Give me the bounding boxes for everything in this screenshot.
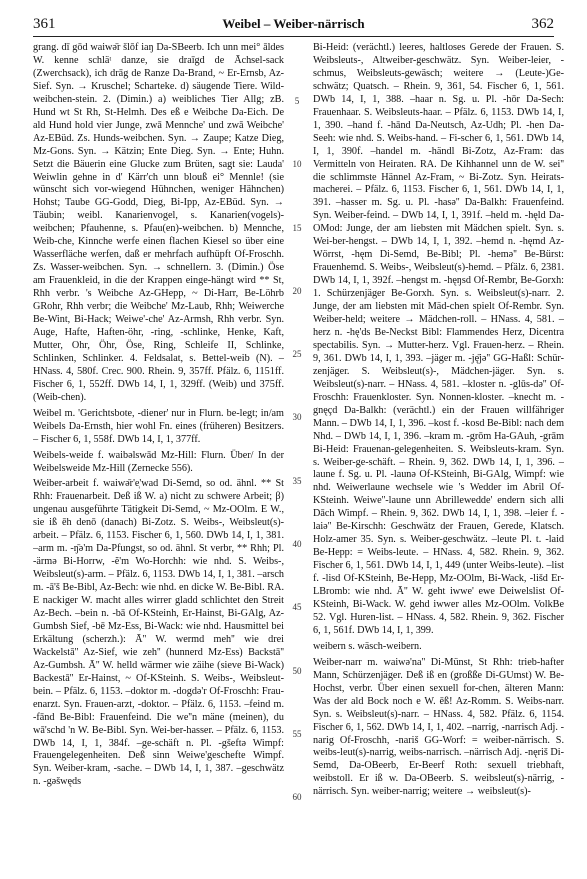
running-header-title: Weibel – Weiber-närrisch bbox=[222, 16, 365, 31]
entry-weiber-geschwaetz-continuation: Bi-Heid: (verächtl.) leeres, haltloses Gerede der Frauen. S. Weibsleuts-, Altweiber-geschwätz. Syn. Weiber-leier, -schmus, Weibsleuts-gewäsch; weitere → (Leute-)Ge-schwätz; Quatsch. – Rhein. 9, 361, 54. Fischer 6, 1, 561. DWb 14, I, 1, 388. –haar n. Sg. u. Pl. -hōr Da-Sech: Frauenhaar. S. Weibsleuts-haar. – Pfälz. 6, 1153. DWb 14, I, 1, 390. –hand f. -hānd Da-Neutsch, Az-Udh; Pl. -hen Da-Seeh: wie nhd. S. Weibs-hand. – Fi-scher 6, 1, 561. DWb 14, I, 1, 390f. –handel m. -händl Bi-Zotz, Az-Fram: das Vermitteln von Heiraten. RA. De Kihhannel unn de W. sei'' die schlimmste Hännel Az-Fram, ~ Bi-Zotz. Syn. Heirats-macherei. – Pfälz. 6, 1153. Fischer 6, 1, 561. DWb 14, I, 1, 391. –hasser m. Sg. u. Pl. -hasə'' Da-Balkh: Frauenfeind. Syn. Weiber-feind. – DWb 14, I, 1, 391f. –held m. -hęld Da-OMod: Junge, der am liebsten mit Mädchen spielt. Syn. s. Wei-ber-hengst. – DWb 14, I, 1, 392. –hemd n. -hęmd Az-Wörrst, -hęm Di-Semd, Be-Bibl; Pl. -hemə'' Be-Bürst: Frauenhemd. S. Weibs-, Weibsleut(s)-hemd. – Pfälz. 6, 2381. DWb 14, I, 1, 392f. –hengst m. -hęŋsd Of-Rembr, Be-Gorxh: 1. Schürzenjäger Be-Gorxh. Syn. s. Weibsleut(s)-narr. 2. Junge, der am liebsten mit Mäd-chen spielt Of-Rembr. Syn. Weiber-held; weitere → Mädchen-roll. – HNass. 4, 581. –herz n. -hę'ds Be-Neckst Bibl: Flammendes Herz, Dicentra spectabilis. Syn. → Mutter-herz. Vgl. Frauen-herz. – Rhein. 9, 361. DWb 14, I, 1, 393. –jäger m. -ję̄jə'' GG-Haßl: Schür-zenjäger. S. Weibsleut(s)-, Mädchen-jäger. Syn. s. Weibsleut(s)-narr. – HNass. 4, 581. –kloster n. -glūs-də'' Of-Froschh: Frauenkloster. Syn. Nonnen-kloster. –knecht m. -gnęçd Da-Balkh: (verächtl.) ein der Frauen willfähriger Mann. – DWb 14, I, 1, 396. –kost f. -kosd Be-Bibl: nach dem Nhd. – DWb 14, I, 1, 396. –kram m. -grōm Ha-GAuh, -grām Bi-Heid: Frauenan-gelegenheiten. S. Weibsleuts-kram. Syn. s. Weiber-ge-schäft. – Rhein. 9, 362. DWb 14, I, 1, 396. –laune f. Sg. u. Pl. -launə Of-KSteinh, Bi-GAlg, Wimpf: wie nhd. Weiwerlaune wechsele wie 's Wedder im Abril Of-KSteinh. Weiwe''-laune unn Abrillewedde' endern sich alli Dāch Wimpf. – Rhein. 9, 362. DWb 14, I, 1, 398. –leier f. -laiə'' Be-Kirschh: Geschwätz der Frauen, Gerede, Klatsch. Holz-amer 35. Syn. s. Weiber-geschwätz. –leute Pl. t. -laid Be-Hepp: = Weibs-leute. – HNass. 4, 582. Rhein. 9, 362. Fischer 6, 1, 561. DWb 14, I, 1, 449 (unter Weibs-leute). –list f. -lisd Of-KSteinh, Be-Hepp, Mz-OOlm, Bi-Wack, -lišd Er-LBromb: wie nhd. Ā'' W. geht iwwe' ewe Deiwelslist Of-KSteinh, Bi-Wack. W. gehd iwwer alles Mz-OOlm. VolkBe 52. Vgl. Huren-list. – HNass. 4, 582. Rhein. 9, 362. Fischer 6, 1, 561f. DWb 14, I, 1, 399. bbox=[313, 42, 564, 636]
entry-weib-continuation: grang. dī gōd waiwə̄r šlōf iaŋ Da-SBeerb. Ich unn mei° āldes W. kenne schläᵗ danze, sie draīgd de Āchsel-sack (Zwerchsack), ich drāg de Ranze Da-Brand, ~ Er-Ernsb, Az-Sief. Syn. → Kruschel; Scharteke. d) säugende Tiere. Wild-weibchen-stein. 2. (Dimin.) a) weibliches Tier Allg; zB. Hund wt St Rh, St-Helmh. Des eß e Weibche Da-Eich. De ald Hund hold vier Junge, zwā Mennche' und zwā Weibche' Az-EBüd. Zs. Hunds-weibchen. Syn. → Zaupe; Katze Dieg, Mz-Gons. Syn. → Kätzin; Ente Dieg. Syn. → Ente; Huhn. Setzt die Bäuerin eine Glucke zum Brüten, sagt sie: Lauda' Weiwlin gehne in d' Kärr'ch unn blouß ei° Mennle! (sie wünscht sich vor-wiegend Hühnchen, weniger Hähnchen) Hohst; Taube GG-Godd, Dieg, Bi-Ipp, Az-EBüd. Syn. → Täubin; weibl. Kanarienvogel, s. Kanarien(vogels)-weibchen; Pfauhenne, s. Pfau(en)-weibchen. b) Mennche, Weib-che, Kinnche werfe einen flachen Kiesel so über eine Wasserfläche werfen, daß er mehrfach aufhüpft Of-Froschh. Zs. Wasser-weibchen. Syn. → schnellern. 3. (Dimin.) Öse am Frauenkleid, in die der Krappen einge-hängt wird ** St, Rhh verbr. 's Weibche Az-GHepp, ~ Di-Harr, Be-Löhrb GRohr, Rhh verbr; die Weibche' Mz-Laub, Rhh; Weiwerche Be-Wint, Bi-Hack; Weiwe'-che' Az-Armsh, Rhh verbr. Syn. Auge, Hafte, Haften-öhr, -ring, -schlinke, Henke, Kaft, Mutter, Ohr, Öhr, Öse, Ring, Schleife II, Schlinke, Schlinken, Schlinker. 4. Feldsalat, s. Bettel-weib (N). – HNass. 4, 580f. Crec. 900. Rhein. 9, 357ff. Pfälz. 6, 1151ff. Fischer 6, 1, 552ff. DWb 14, I, 1, 329ff. (Weib) und 375ff. (Weib-chen). bbox=[33, 42, 284, 403]
line-number: 20 bbox=[292, 286, 302, 296]
line-number: 25 bbox=[292, 349, 302, 359]
page-number-left: 361 bbox=[33, 16, 56, 32]
line-number: 35 bbox=[292, 476, 302, 486]
right-column bbox=[313, 42, 564, 862]
line-number: 5 bbox=[294, 96, 300, 106]
line-number: 15 bbox=[292, 223, 302, 233]
entry-weiber-narr: Weiber-narr m. waiwə'na'' Di-Münst, St Rhh: trieb-hafter Mann, Schürzenjäger. Deß iß en (großße Di-GUmst) W. Be-Hochst, verbr. Über einen sexuell for-chen, älteren Mann: Was der ald Bock noch e W. ēß! Az-Romm. S. Weibs-narr. Syn. s. Weibsleut(s)-narr. – HNass. 4, 582. Pfälz. 6, 1154. Fischer 6, 1, 562. DWb 14, I, 1, 402. –narrig, -narrisch Adj. -narig Of-Froschh, -nariš GG-Worf: = weiber-närrisch. S. weibs-leut(s)-narrig, weibs-narrisch. –närrisch Adj. -nęriš Di-Semd, Da-OBeerb, Er-Beerf Roth: sexuell triebhaft, weibstoll. Er iß w. Da-OBeerb. S. weibsleut(s)-närrig, -närrisch. Syn. weiber-narrig; weitere → weibsleut(s)- bbox=[313, 656, 564, 798]
line-number: 50 bbox=[292, 666, 302, 676]
line-number: 55 bbox=[292, 729, 302, 739]
entry-weibel: Weibel m. 'Gerichtsbote, -diener' nur in Flurn. be-legt; in/am Weibels Da-Ernsth, hier wohl Fn. eines (früheren) Besitzers. – Fischer 6, 1, 558f. DWb 14, I, 1, 377ff. bbox=[33, 407, 284, 445]
line-number: 40 bbox=[292, 539, 302, 549]
line-number: 10 bbox=[292, 159, 302, 169]
left-column bbox=[33, 42, 284, 862]
line-number: 60 bbox=[292, 792, 302, 802]
entry-weiber-arbeit: Weiber-arbeit f. waiwə̄r'e̜'wad Di-Semd, so od. ähnl. ** St Rhh: Frauenarbeit. Deß iß W. a) nicht zu schwere Arbeit; β) ungenau ausgeführte Tätigkeit Di-Semd, ~ Mz-OOlm. E W., sie iß ēh denō (danach) Bi-Zotz. S. Weibs-, Weibsleut(s)-arbeit. – Pfälz. 6, 1153. Fischer 6, 1, 560. DWb 14, I, 1, 381. –arm m. -ŋ̄ə'm Da-Pfungst, so od. ähnl. St verbr, ** Rhh; Pl. -ärmə Bi-Horrw, -ĕ'm Wo-Horchh: wie nhd. S. Weibs-, Weibsleut(s)-arm. – Pfälz. 6, 1153. DWb 14, I, 1, 381. –arsch m. -ā'š Be-Bibl, Az-Bech: wie nhd. en dicke W. Be-Bibl. RA. E nackiger W. macht alles wirrer gladd schlichtet den Streit Az-Bech. –bein n. -bā Of-KSteinh, Er-Hainst, Bi-GAlg, Az-Gumbsh Sief, -bē Mz-Ess, Bi-Wack: wie nhd. Hausmittel bei Erkältung (scherzh.): Ā'' W. wermd meh'' wie drei Wackelstā'' Az-Sief, wie zeh'' (hunnerd Mz-Ess) Backstā'' Az-Gumbsh. Ā'' W. helld wärmer wie zäihe (sieve Bi-Wack) Backestā'' Er-Hainst, ~ Of-KSteinh. S. Weibs-, Weibsleut-bein. – Pfälz. 6, 1153. –doktor m. -dogdə'r Of-Froschh: Frau-enarzt. Syn. Frauen-arzt, -doktor. – Pfälz. 6, 1153. –feind m. -fānd Be-Bibl: Frauenfeind. Die we''n mäne (meinen), du wā'schd 'n W. Be-Bibl. Syn. Wei-ber-hasser. – Pfälz. 6, 1153. DWb 14, I, 1, 384f. –ge-schäft n. Pl. -gšeftə Wimpf: Frauengelegenheiten. Deß sinn Weiwe'geschefte Wimpf. Syn. Weiber-kram, -sache. – DWb 14, I, 1, 387. –geschwätz n. -gəšwęds bbox=[33, 478, 284, 788]
entry-weibels-weide: Weibels-weide f. waibəlswād Mz-Hill: Flurn. Über/ In der Weibelsweide Mz-Hill (Zernecke 556). bbox=[33, 449, 284, 474]
entry-weibern: weibern s. wäsch-weibern. bbox=[313, 640, 422, 652]
page-number-right: 362 bbox=[531, 16, 554, 32]
line-number: 45 bbox=[292, 602, 302, 612]
line-number: 30 bbox=[292, 412, 302, 422]
header-rule bbox=[33, 36, 554, 37]
